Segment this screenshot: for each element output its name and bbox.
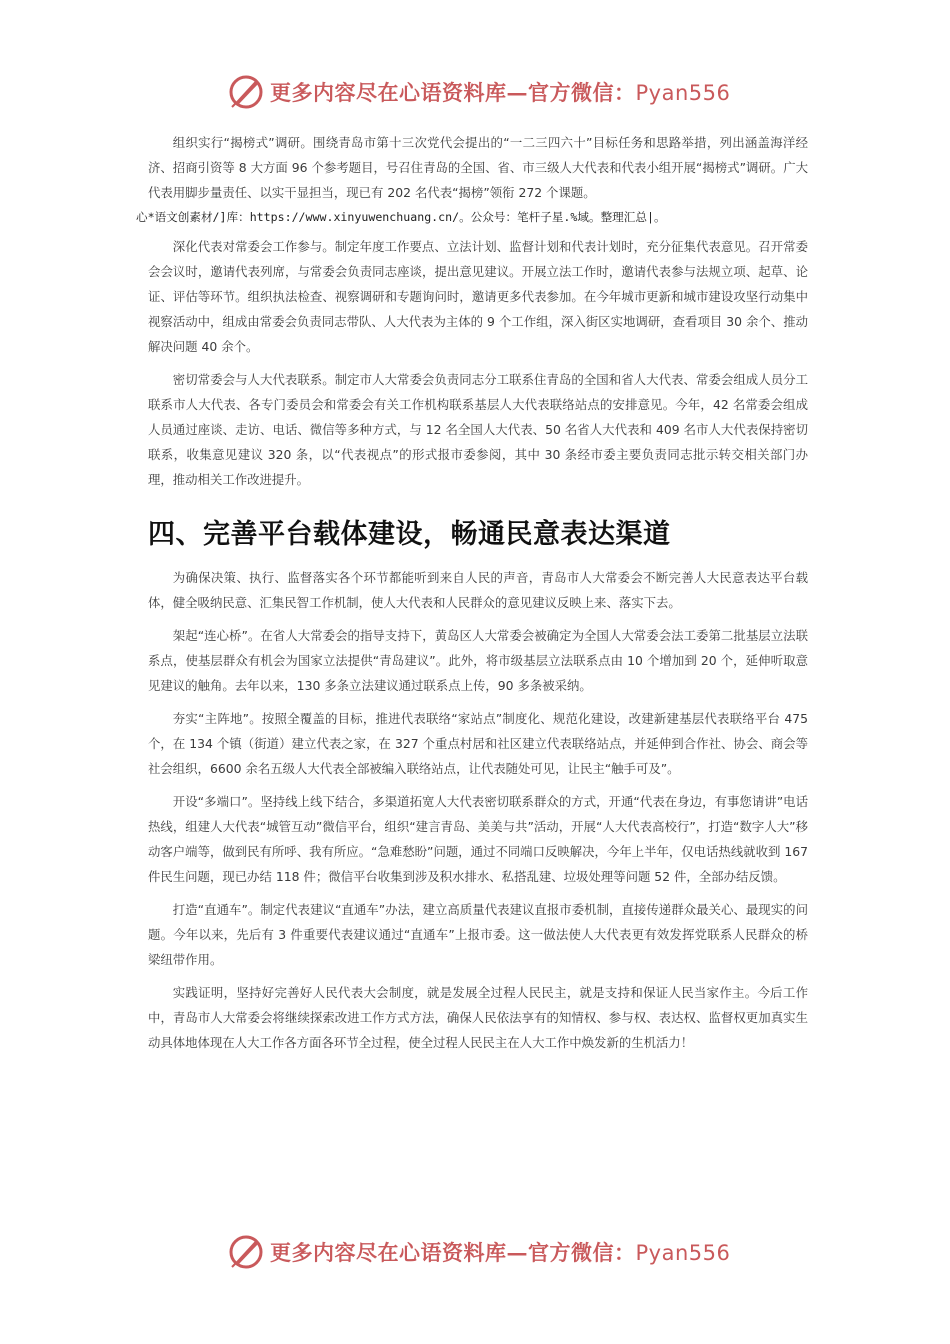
quill-logo-icon [228, 1234, 264, 1270]
banner-caption: 更多内容尽在心语资料库—官方微信： [270, 1240, 636, 1265]
paragraph: 架起“连心桥”。在省人大常委会的指导支持下，黄岛区人大常委会被确定为全国人大常委会法工委第二批基层立法联系点，使基层群众有机会为国家立法提供“青岛建议”。此外，将市级基层立法联系点由 10 个增加到 20 个，延伸听取意见建议的触角。去年以来，130 多条立法建议通过联系点上传，90 多条被采纳。 [148, 628, 808, 693]
banner-wechat-id: Pyan556 [635, 1241, 731, 1265]
paragraph: 为确保决策、执行、监督落实各个环节都能听到来自人民的声音，青岛市人大常委会不断完善人大民意表达平台载体，健全吸纳民意、汇集民智工作机制，使人大代表和人民群众的意见建议反映上来、落实下去。 [148, 570, 808, 610]
banner-caption: 更多内容尽在心语资料库—官方微信： [270, 80, 636, 105]
section-heading: 四、完善平台载体建设，畅通民意表达渠道 [148, 519, 671, 550]
paragraph: 深化代表对常委会工作参与。制定年度工作要点、立法计划、监督计划和代表计划时，充分征集代表意见。召开常委会会议时，邀请代表列席，与常委会负责同志座谈，提出意见建议。开展立法工作时，邀请代表参与法规立项、起草、论证、评估等环节。组织执法检查、视察调研和专题询问时，邀请更多代表参加。在今年城市更新和城市建设攻坚行动集中视察活动中，组成由常委会负责同志带队、人大代表为主体的 9 个工作组，深入街区实地调研，查看项目 30 余个、推动解决问题 40 余个。 [148, 239, 808, 354]
header-banner[interactable] [228, 72, 731, 112]
paragraph: 组织实行“揭榜式”调研。围绕青岛市第十三次党代会提出的“一二三四六十”目标任务和思路举措，列出涵盖海洋经济、招商引资等 8 大方面 96 个参考题目，号召住青岛的全国、省、市三级人大代表和代表小组开展“揭榜式”调研。广大代表用脚步量责任、以实干显担当，现已有 202 名代表“揭榜”领衔 272 个课题。 [148, 135, 808, 200]
footer-banner[interactable] [228, 1232, 731, 1272]
paragraph: 实践证明，坚持好完善好人民代表大会制度，就是发展全过程人民民主，就是支持和保证人民当家作主。今后工作中，青岛市人大常委会将继续探索改进工作方式方法，确保人民依法享有的知情权、参与权、表达权、监督权更加真实生动具体地体现在人大工作各方面各环节全过程，使全过程人民民主在人大工作中焕发新的生机活力！ [148, 985, 808, 1050]
header-banner-text [270, 77, 730, 107]
footer-banner-text [270, 1237, 730, 1267]
paragraph: 夯实“主阵地”。按照全覆盖的目标，推进代表联络“家站点”制度化、规范化建设，改建新建基层代表联络平台 475 个，在 134 个镇（街道）建立代表之家，在 327 个重点村居和社区建立代表联络站点，并延伸到合作社、协会、商会等社会组织，6600 余名五级人大代表全部被编入联络站点，让代表随处可见，让民主“触手可及”。 [148, 711, 808, 776]
article-body [136, 130, 808, 1063]
banner-wechat-id: Pyan556 [635, 81, 731, 105]
paragraph: 开设“多端口”。坚持线上线下结合，多渠道拓宽人大代表密切联系群众的方式，开通“代表在身边，有事您请讲”电话热线，组建人大代表“城管互动”微信平台，组织“建言青岛、美美与共”活动，开展“人大代表高校行”，打造“数字人大”移动客户端等，做到民有所呼、我有所应。“急难愁盼”问题，通过不同端口反映解决，今年上半年，仅电话热线就收到 167 件民生问题，现已办结 118 件；微信平台收集到涉及积水排水、私搭乱建、垃圾处理等问题 52 件，全部办结反馈。 [148, 794, 808, 884]
source-watermark-line: 心*语文创素材/]库：https://www.xinyuwenchuang.cn/。公众号：笔杆子星.%域。整理汇总|。 [136, 210, 666, 224]
paragraph: 打造“直通车”。制定代表建议“直通车”办法，建立高质量代表建议直报市委机制，直接传递群众最关心、最现实的问题。今年以来，先后有 3 件重要代表建议通过“直通车”上报市委。这一做法使人大代表更有效发挥党联系人民群众的桥梁纽带作用。 [148, 902, 808, 967]
paragraph: 密切常委会与人大代表联系。制定市人大常委会负责同志分工联系住青岛的全国和省人大代表、常委会组成人员分工联系市人大代表、各专门委员会和常委会有关工作机构联系基层人大代表联络站点的安排意见。今年，42 名常委会组成人员通过座谈、走访、电话、微信等多种方式，与 12 名全国人大代表、50 名省人大代表和 409 名市人大代表保持密切联系，收集意见建议 320 条，以“代表视点”的形式报市委参阅，其中 30 条经市委主要负责同志批示转交相关部门办理，推动相关工作改进提升。 [148, 372, 808, 487]
quill-logo-icon [228, 74, 264, 110]
